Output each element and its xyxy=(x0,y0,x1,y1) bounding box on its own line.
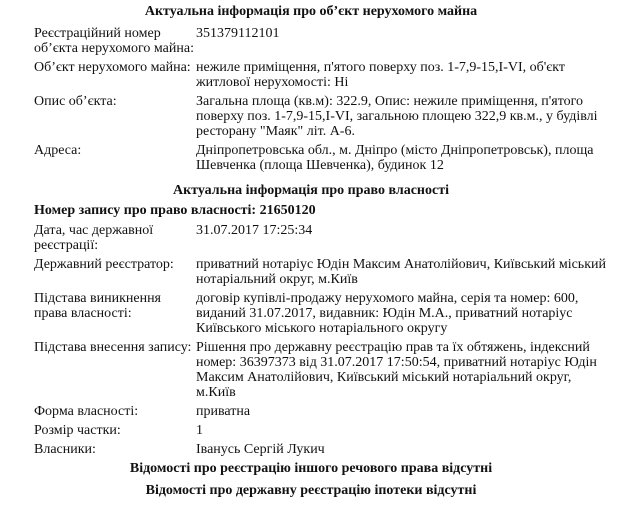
ownership-row xyxy=(34,423,609,438)
ownership-section-title: Актуальна інформація про право власності xyxy=(173,183,449,198)
row-value: 1 xyxy=(196,423,203,438)
ownership-section xyxy=(0,183,622,457)
row-value: приватний нотаріус Юдін Максим Анатолійович, Київський міський нотаріальний округ, м.Київ xyxy=(196,257,606,287)
ownership-rows xyxy=(34,223,609,457)
row-value: приватна xyxy=(196,404,251,419)
property-row xyxy=(34,94,609,139)
other-rights-notice: Відомості про реєстрацію іншого речового права відсутні xyxy=(129,461,493,476)
row-value: 31.07.2017 17:25:34 xyxy=(196,223,313,238)
row-label: Реєстраційний номер об’єкта нерухомого майна: xyxy=(34,26,194,56)
property-section-title: Актуальна інформація про об’єкт нерухомого майна xyxy=(144,4,478,19)
row-value: Загальна площа (кв.м): 322.9, Опис: нежиле приміщення, п'ятого поверху поз. 1-7,9-15,I-VI, загальною площею 322,9 кв.м., у будівлі ресторану "Маяк" літ. А-6. xyxy=(196,94,598,139)
row-label: Підстава виникнення права власності: xyxy=(34,291,161,321)
ownership-row xyxy=(34,340,609,400)
row-value: Дніпропетровська обл., м. Дніпро (місто Дніпропетровськ), площа Шевченка (площа Шевченка), будинок 12 xyxy=(196,143,594,173)
row-label: Адреса: xyxy=(34,143,82,158)
property-section xyxy=(0,0,622,173)
ownership-row xyxy=(34,442,609,457)
row-value: Рішення про державну реєстрацію прав та їх обтяжень, індексний номер: 36397373 від 31.07.2017 17:50:54, приватний нотаріус Юдін Максим Анатолійович, Київський міський нотаріальний округ, м.Київ xyxy=(196,340,597,400)
ownership-row xyxy=(34,404,609,419)
property-rows xyxy=(34,26,609,173)
row-value: нежиле приміщення, п'ятого поверху поз. 1-7,9-15,I-VI, об'єкт житлової нерухомості: Ні xyxy=(196,60,566,90)
property-row xyxy=(34,26,609,56)
mortgage-notice: Відомості про державну реєстрацію іпотеки відсутні xyxy=(145,483,477,498)
row-label: Власники: xyxy=(34,442,96,457)
ownership-row xyxy=(34,257,609,287)
row-label: Опис об’єкта: xyxy=(34,94,117,109)
ownership-record-number: Номер запису про право власності: 21650120 xyxy=(34,203,316,218)
row-value: Іванусь Сергій Лукич xyxy=(196,442,325,457)
row-label: Форма власності: xyxy=(34,404,139,419)
property-row xyxy=(34,60,609,90)
row-label: Державний реєстратор: xyxy=(34,257,174,272)
property-row xyxy=(34,143,609,173)
row-label: Підстава внесення запису: xyxy=(34,340,192,355)
row-value: договір купівлі-продажу нерухомого майна, серія та номер: 600, виданий 31.07.2017, видавник: Юдін М.А., приватний нотаріус Київського міського нотаріального округу xyxy=(196,291,579,336)
ownership-row xyxy=(34,223,609,253)
row-label: Розмір частки: xyxy=(34,423,121,438)
row-label: Дата, час державної реєстрації: xyxy=(34,223,154,253)
row-label: Об’єкт нерухомого майна: xyxy=(34,60,191,75)
row-value: 351379112101 xyxy=(196,26,280,41)
ownership-row xyxy=(34,291,609,336)
